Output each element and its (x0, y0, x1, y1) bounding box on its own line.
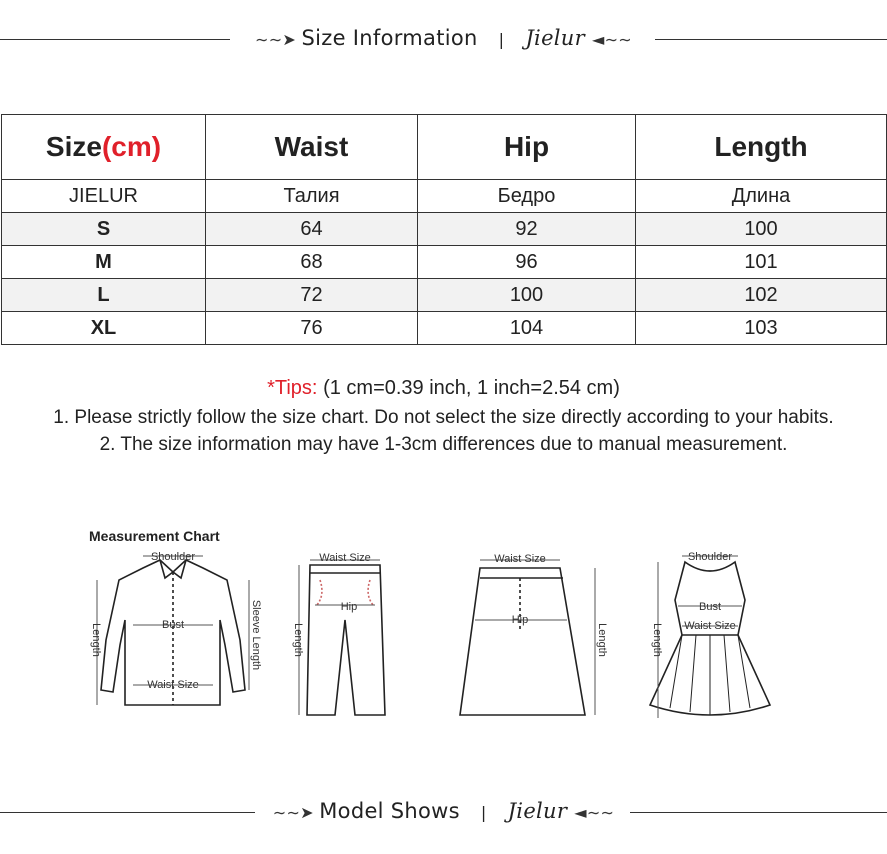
dress-illustration (640, 540, 780, 724)
table-header-row (2, 115, 887, 180)
measurement-chart-title: Measurement Chart (89, 528, 220, 544)
skirt-hip-label: Hip (511, 614, 529, 626)
table-row (2, 246, 887, 279)
skirt-waist-label: Waist Size (494, 553, 546, 565)
table-cell: S (2, 213, 206, 246)
swirl-arrow-icon: ∼∼➤ (254, 30, 302, 49)
table-cell: 104 (418, 312, 636, 345)
table-subheader-row (2, 180, 887, 213)
table-cell: 72 (206, 279, 418, 312)
table-cell: 64 (206, 213, 418, 246)
table-cell: 102 (636, 279, 887, 312)
swirl-arrow-icon: ◄∼∼ (574, 803, 615, 822)
shirt-length-label: Length (90, 623, 102, 657)
banner-center (0, 799, 887, 823)
dress-drawing (640, 540, 780, 720)
dress-shoulder-label: Shoulder (687, 551, 733, 563)
banner-divider: | (498, 30, 505, 49)
table-row (2, 213, 887, 246)
shirt-illustration (85, 540, 265, 724)
shirt-shoulder-label: Shoulder (150, 551, 196, 563)
table-cell: 76 (206, 312, 418, 345)
dress-bust-label: Bust (698, 601, 722, 613)
table-cell: XL (2, 312, 206, 345)
table-row (2, 279, 887, 312)
table-row (2, 312, 887, 345)
pants-drawing (285, 540, 395, 720)
shirt-drawing (85, 540, 265, 720)
table-cell: Бедро (418, 180, 636, 213)
shirt-waist-label: Waist Size (147, 679, 199, 691)
size-info-banner (0, 20, 887, 60)
pants-waist-label: Waist Size (319, 552, 371, 564)
table-cell: 100 (418, 279, 636, 312)
model-shows-banner (0, 793, 887, 833)
header-hip: Hip (418, 115, 636, 180)
tips-conversion: (1 cm=0.39 inch, 1 inch=2.54 cm) (323, 377, 620, 399)
header-length: Length (636, 115, 887, 180)
pants-hip-label: Hip (340, 601, 358, 613)
skirt-length-label: Length (596, 623, 608, 657)
shirt-sleeve-label: Sleeve Length (250, 599, 262, 671)
table-cell: 100 (636, 213, 887, 246)
swirl-arrow-icon: ◄∼∼ (591, 30, 632, 49)
tips-heading (0, 377, 887, 400)
tips-label: *Tips: (267, 377, 318, 399)
banner-divider: | (480, 803, 487, 822)
dress-length-label: Length (651, 623, 663, 657)
shirt-bust-label: Bust (161, 619, 185, 631)
header-waist: Waist (206, 115, 418, 180)
table-cell: 103 (636, 312, 887, 345)
table-cell: 92 (418, 213, 636, 246)
size-table (1, 114, 887, 345)
table-cell: Длина (636, 180, 887, 213)
table-cell: M (2, 246, 206, 279)
pants-illustration (285, 540, 395, 724)
header-size: Size(cm) (2, 115, 206, 180)
tip-line-2: 2. The size information may have 1-3cm differences due to manual measurement. (99, 434, 788, 455)
swirl-arrow-icon: ∼∼➤ (272, 803, 320, 822)
banner-center (0, 26, 887, 50)
table-cell: L (2, 279, 206, 312)
table-cell: 96 (418, 246, 636, 279)
skirt-drawing (455, 540, 615, 720)
table-cell: Талия (206, 180, 418, 213)
dress-waist-label: Waist Size (684, 620, 736, 632)
skirt-illustration (455, 540, 615, 724)
banner-title: Size Information (301, 26, 478, 50)
banner-title: Model Shows (319, 799, 460, 823)
pants-length-label: Length (292, 623, 304, 657)
header-unit: (cm) (101, 131, 162, 162)
table-cell: 68 (206, 246, 418, 279)
brand-name: Jielur (507, 799, 568, 823)
table-cell: 101 (636, 246, 887, 279)
tip-line-1: 1. Please strictly follow the size chart. Do not select the size directly according to your habits. (53, 407, 834, 428)
table-cell: JIELUR (2, 180, 206, 213)
brand-name: Jielur (525, 26, 585, 50)
